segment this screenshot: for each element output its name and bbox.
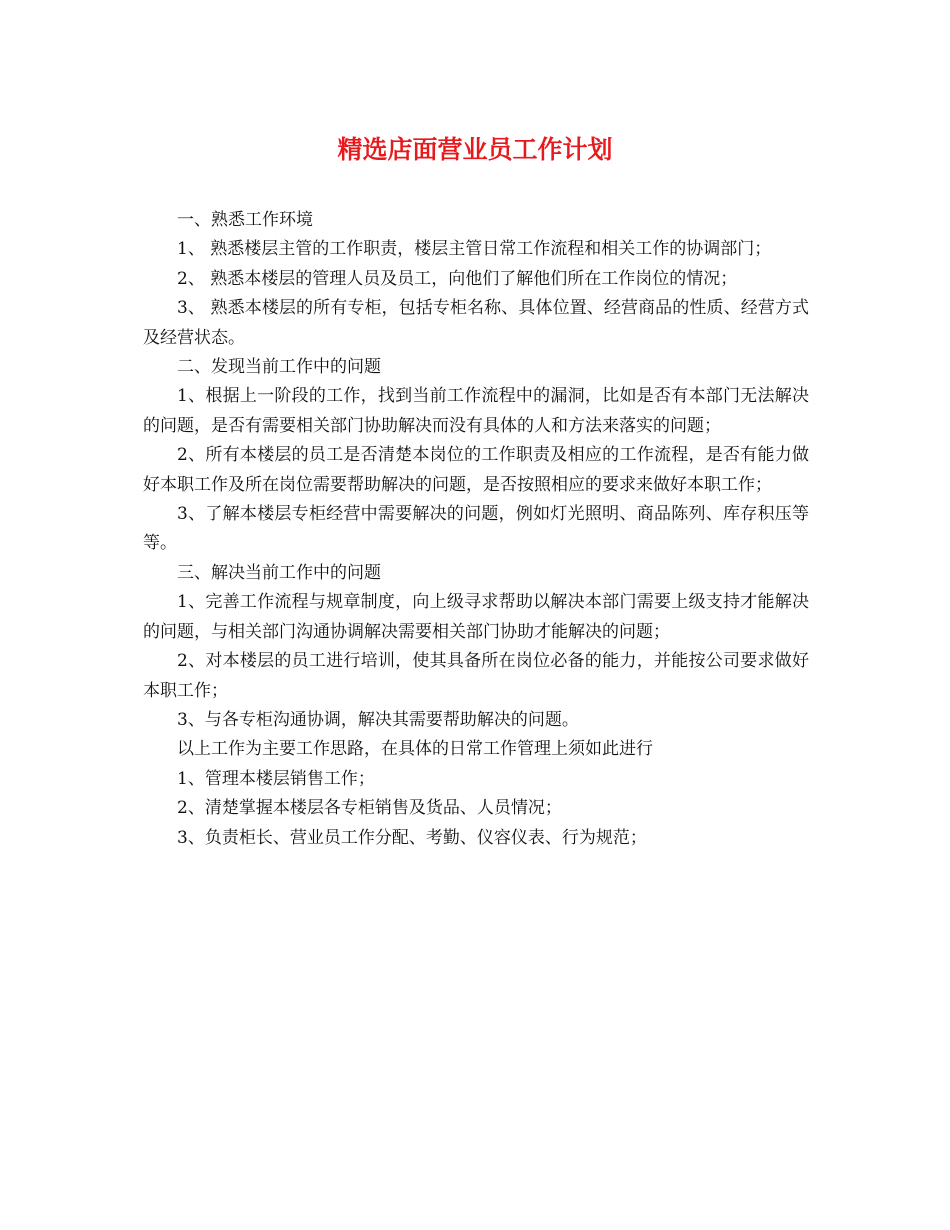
paragraph: 以上工作为主要工作思路，在具体的日常工作管理上须如此进行 [177, 739, 653, 760]
section-heading-1: 一、熟悉工作环境 [177, 210, 313, 230]
section-heading-2: 二、发现当前工作中的问题 [177, 357, 381, 378]
document-body [143, 206, 809, 853]
paragraph: 3、 熟悉本楼层的所有专柜，包括专柜名称、具体位置、经营商品的性质、经营方式及经营状态。 [143, 298, 809, 348]
document-title: 精选店面营业员工作计划 [337, 135, 613, 164]
paragraph: 1、完善工作流程与规章制度，向上级寻求帮助以解决本部门需要上级支持才能解决的问题，与相关部门沟通协调解决需要相关部门协助才能解决的问题； [143, 592, 809, 642]
section-heading-3: 三、解决当前工作中的问题 [177, 562, 381, 583]
paragraph: 2、 熟悉本楼层的管理人员及员工，向他们了解他们所在工作岗位的情况； [177, 268, 738, 289]
paragraph: 1、管理本楼层销售工作； [177, 768, 375, 789]
paragraph: 1、 熟悉楼层主管的工作职责，楼层主管日常工作流程和相关工作的协调部门； [177, 239, 772, 260]
paragraph: 2、所有本楼层的员工是否清楚本岗位的工作职责及相应的工作流程，是否有能力做好本职工作及所在岗位需要帮助解决的问题，是否按照相应的要求来做好本职工作； [143, 445, 809, 495]
paragraph: 1、根据上一阶段的工作，找到当前工作流程中的漏洞，比如是否有本部门无法解决的问题，是否有需要相关部门协助解决而没有具体的人和方法来落实的问题； [143, 386, 809, 436]
paragraph: 3、与各专柜沟通协调，解决其需要帮助解决的问题。 [177, 709, 579, 730]
paragraph: 2、清楚掌握本楼层各专柜销售及货品、人员情况； [177, 798, 562, 819]
paragraph: 3、了解本楼层专柜经营中需要解决的问题，例如灯光照明、商品陈列、库存积压等等。 [143, 504, 809, 554]
paragraph: 3、负责柜长、营业员工作分配、考勤、仪容仪表、行为规范； [177, 827, 647, 848]
paragraph: 2、对本楼层的员工进行培训，使其具备所在岗位必备的能力，并能按公司要求做好本职工作； [143, 651, 809, 701]
